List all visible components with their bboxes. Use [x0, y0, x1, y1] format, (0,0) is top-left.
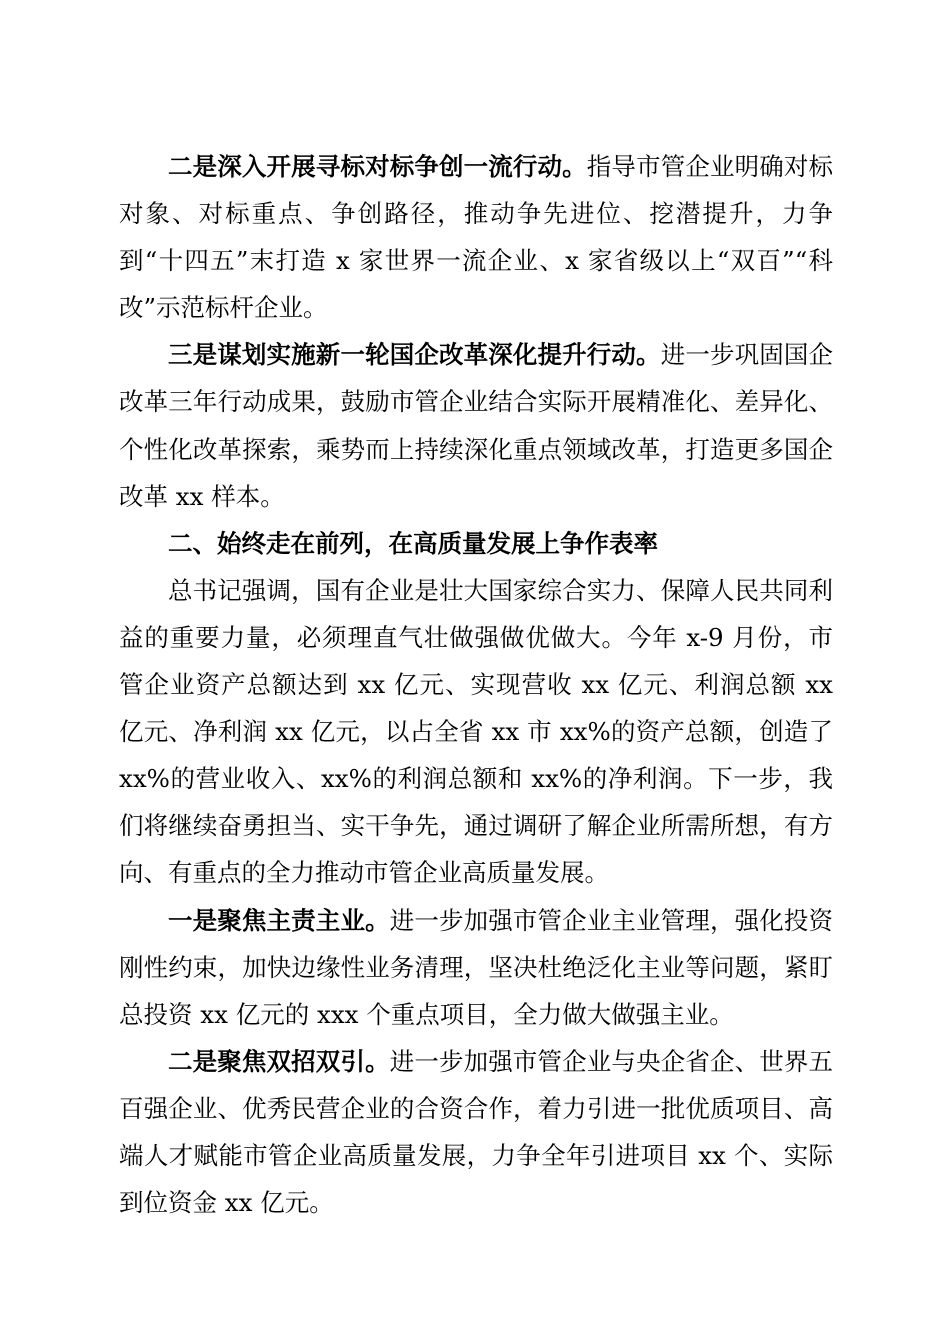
section-heading: 二、始终走在前列，在高质量发展上争作表率 [168, 528, 658, 558]
paragraph-lead: 二是聚焦双招双引。 [168, 1046, 390, 1076]
paragraph-reform [119, 331, 833, 519]
paragraph-core-business [119, 897, 833, 1038]
document-page [119, 143, 833, 1226]
paragraph-lead: 二是深入开展寻标对标争创一流行动。 [168, 152, 587, 181]
section-intro-paragraph: 总书记强调，国有企业是壮大国家综合实力、保障人民共同利益的重要力量，必须理直气壮做强做优做大。今年 x-9 月份，市管企业资产总额达到 xx 亿元、实现营收 xx 亿元、利润总额 xx 亿元、净利润 xx 亿元，以占全省 xx 市 xx%的资产总额，创造了 xx%的营业收入、xx%的利润总额和 xx%的净利润。下一步，我们将继续奋勇担当、实干争先，通过调研了解企业所需所想，有方向、有重点的全力推动市管企业高质量发展。 [119, 575, 833, 888]
paragraph-body: 进一步加强市管企业与央企省企、世界五百强企业、优秀民营企业的合资合作，着力引进一批优质项目、高端人才赋能市管企业高质量发展，力争全年引进项目 xx 个、实际到位资金 xx 亿元。 [119, 1046, 834, 1218]
paragraph-lead: 三是谋划实施新一轮国企改革深化提升行动。 [168, 340, 661, 370]
paragraph-body: 进一步巩固国企改革三年行动成果，鼓励市管企业结合实际开展精准化、差异化、个性化改革探索，乘势而上持续深化重点领域改革，打造更多国企改革 xx 样本。 [119, 340, 834, 511]
paragraph-body: 进一步加强市管企业主业管理，强化投资刚性约束，加快边缘性业务清理，坚决杜绝泛化主业等问题，紧盯总投资 xx 亿元的 xxx 个重点项目，全力做大做强主业。 [119, 905, 834, 1029]
paragraph-benchmarking [119, 143, 833, 331]
paragraph-body: 指导市管企业明确对标对象、对标重点、争创路径，推动争先进位、挖潜提升，力争到“十四五”末打造 x 家世界一流企业、x 家省级以上“双百”“科改”示范标杆企业。 [119, 152, 834, 323]
paragraph-investment [119, 1038, 833, 1226]
paragraph-lead: 一是聚焦主责主业。 [168, 905, 390, 935]
